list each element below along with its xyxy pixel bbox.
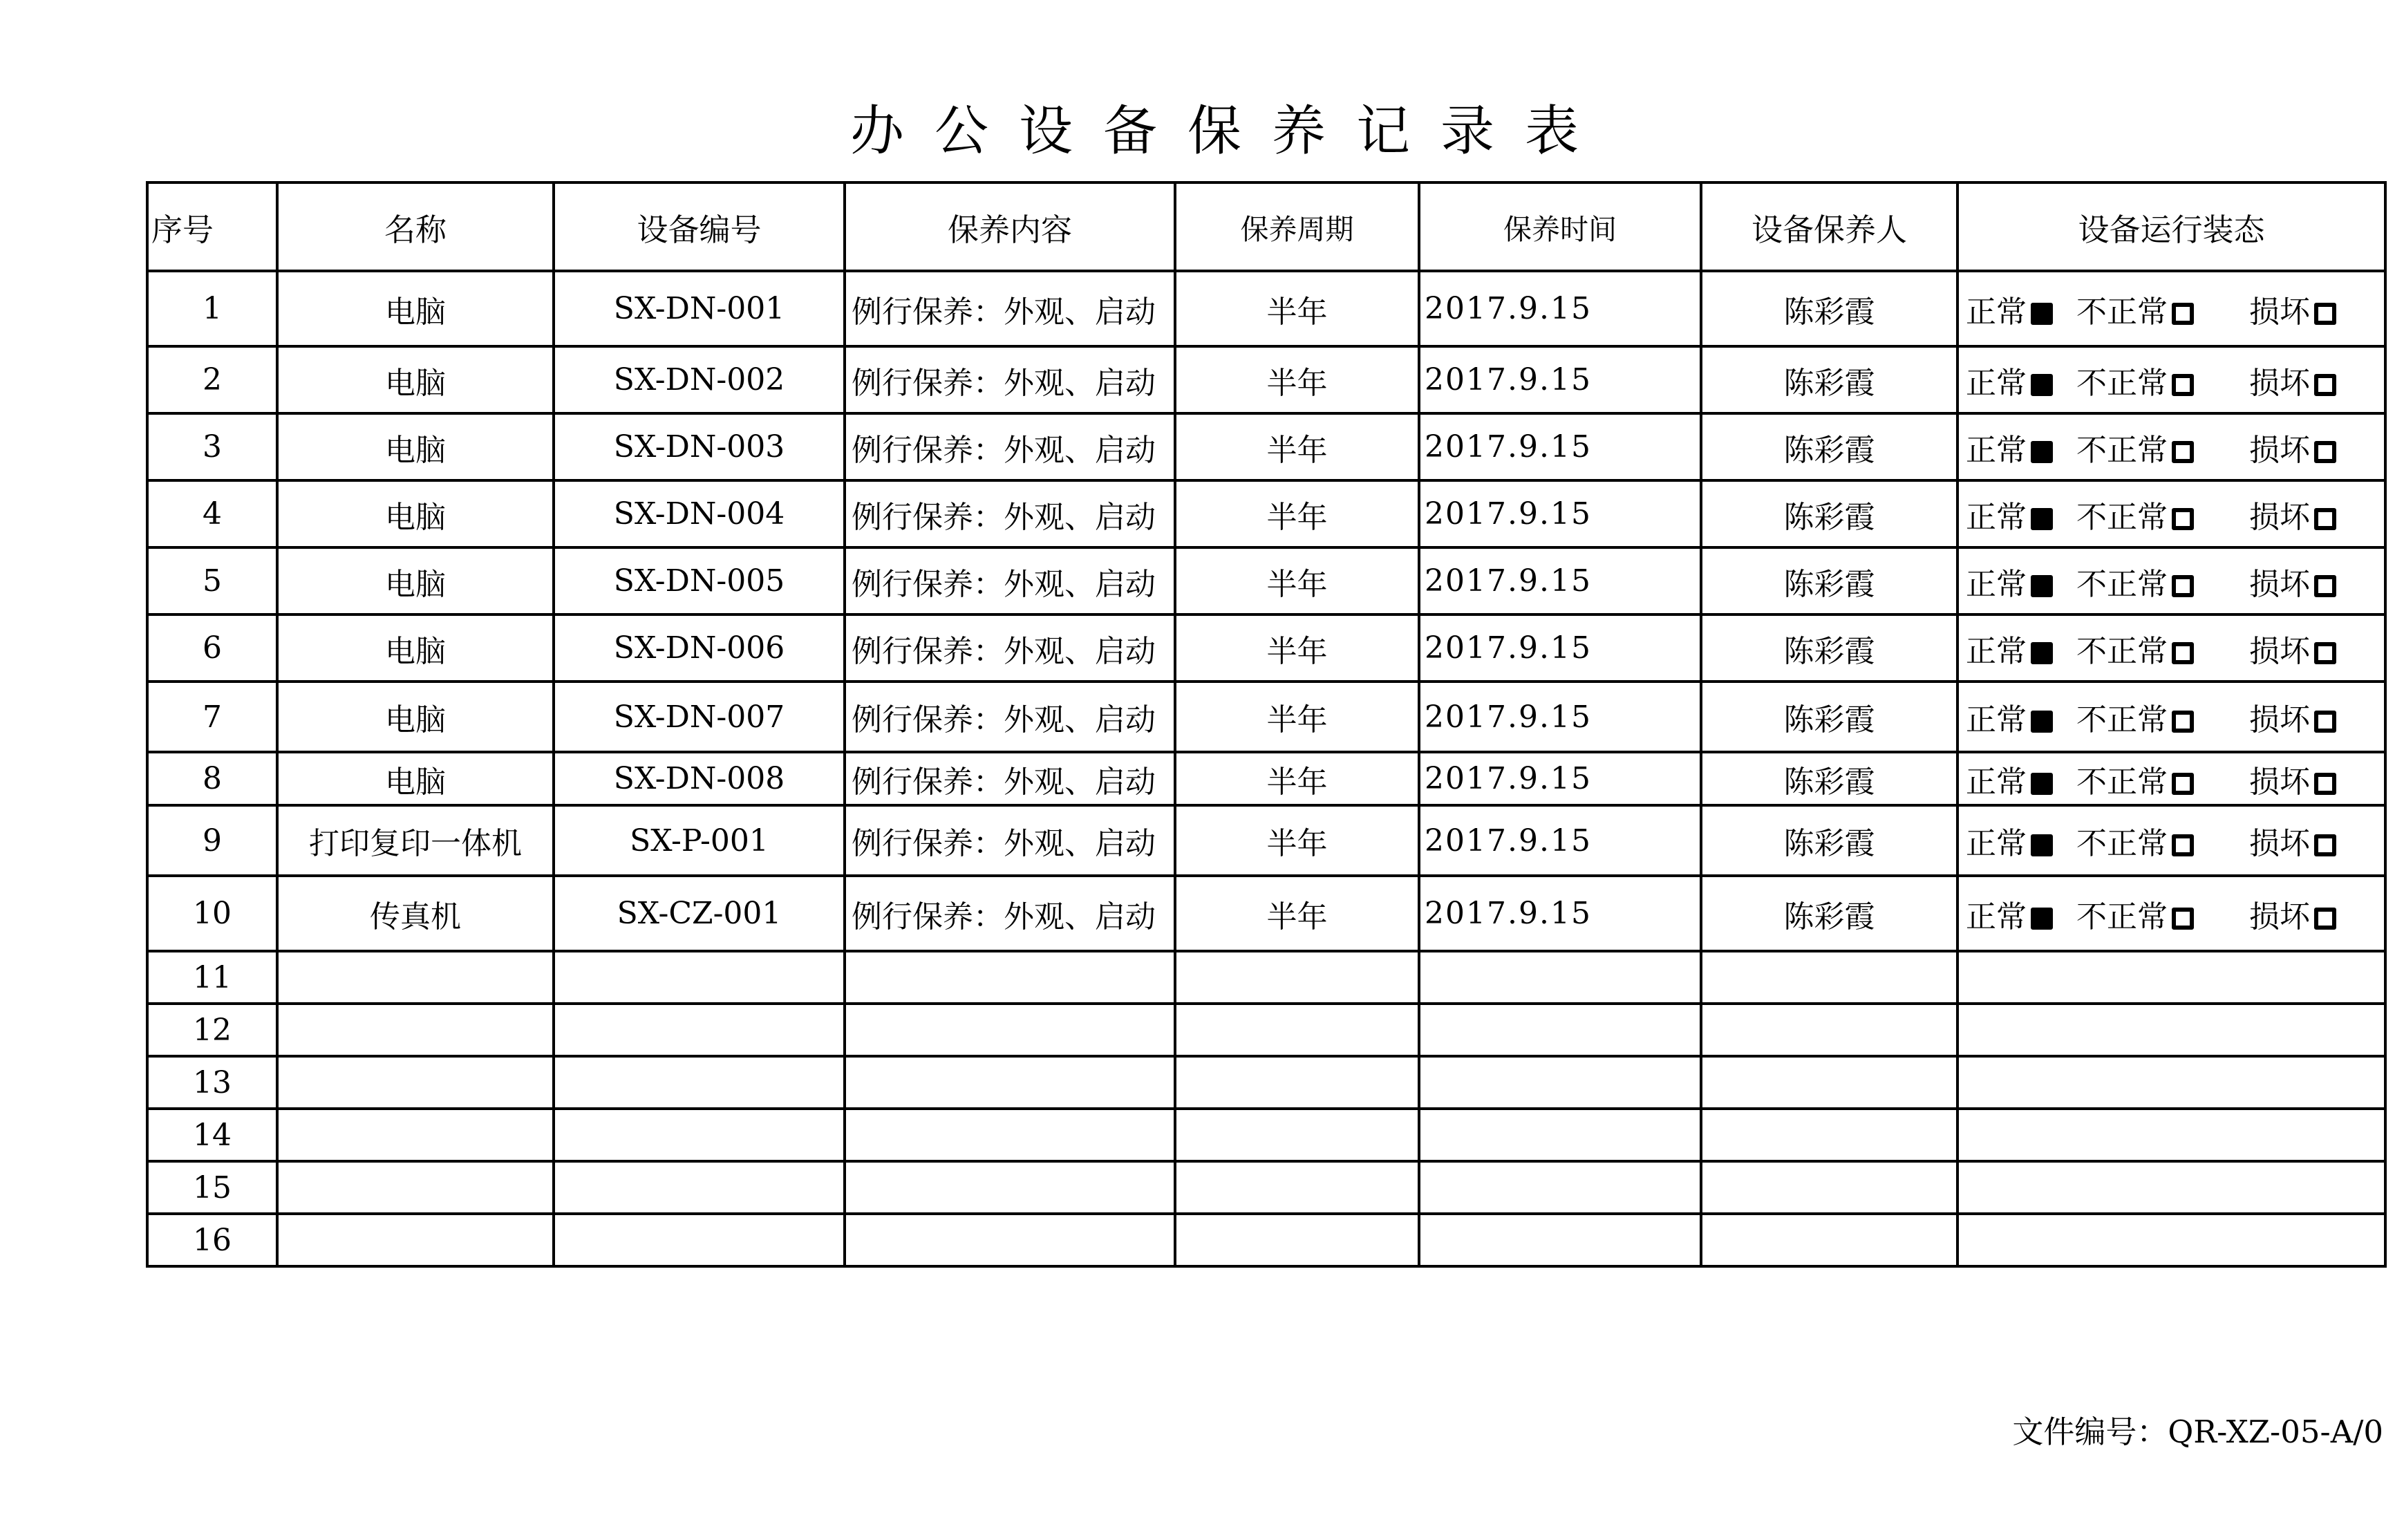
status-option-label: 不正常	[2076, 702, 2168, 738]
header-period: 保养周期	[1175, 182, 1419, 271]
status-option-broken	[2249, 425, 2346, 469]
status-option-label: 正常	[1966, 566, 2027, 602]
checked-checkbox-icon[interactable]	[2031, 441, 2053, 463]
row-content: 例行保养：外观、启动	[845, 271, 1175, 346]
empty-cell	[1175, 1109, 1419, 1161]
status-option-abnormal	[2076, 695, 2249, 739]
status-option-normal	[1966, 492, 2076, 536]
empty-cell	[1419, 1056, 1701, 1109]
table-row	[147, 614, 2385, 682]
empty-cell	[1957, 1056, 2385, 1109]
row-index: 4	[147, 480, 277, 547]
status-option-abnormal	[2076, 358, 2249, 402]
row-name: 电脑	[277, 682, 554, 752]
row-period: 半年	[1175, 346, 1419, 413]
status-option-normal	[1966, 818, 2076, 863]
row-index: 1	[147, 271, 277, 346]
empty-cell	[1957, 1214, 2385, 1266]
row-code: SX-CZ-001	[554, 876, 845, 951]
empty-cell	[1701, 1161, 1957, 1214]
header-status: 设备运行装态	[1957, 182, 2385, 271]
row-index: 10	[147, 876, 277, 951]
row-person: 陈彩霞	[1701, 547, 1957, 614]
status-option-abnormal	[2076, 425, 2249, 469]
status-option-label: 不正常	[2076, 294, 2168, 330]
empty-cell	[845, 1109, 1175, 1161]
status-option-broken	[2249, 287, 2346, 331]
table-row	[147, 413, 2385, 480]
row-time: 2017.9.15	[1419, 480, 1701, 547]
status-option-label: 损坏	[2249, 499, 2310, 535]
table-row	[147, 805, 2385, 876]
status-option-broken	[2249, 818, 2346, 863]
row-code: SX-DN-005	[554, 547, 845, 614]
status-option-label: 正常	[1966, 633, 2027, 669]
empty-cell	[1419, 951, 1701, 1004]
row-time: 2017.9.15	[1419, 682, 1701, 752]
row-time: 2017.9.15	[1419, 805, 1701, 876]
empty-cell	[277, 1161, 554, 1214]
status-option-normal	[1966, 626, 2076, 670]
row-status	[1957, 547, 2385, 614]
row-content: 例行保养：外观、启动	[845, 547, 1175, 614]
unchecked-checkbox-icon[interactable]	[2314, 773, 2336, 795]
unchecked-checkbox-icon[interactable]	[2172, 374, 2194, 396]
empty-cell	[1175, 1004, 1419, 1056]
status-option-label: 损坏	[2249, 294, 2310, 330]
empty-cell	[845, 951, 1175, 1004]
row-status	[1957, 614, 2385, 682]
empty-cell	[1419, 1214, 1701, 1266]
unchecked-checkbox-icon[interactable]	[2314, 575, 2336, 597]
row-period: 半年	[1175, 752, 1419, 805]
status-option-abnormal	[2076, 626, 2249, 670]
row-period: 半年	[1175, 876, 1419, 951]
status-option-label: 损坏	[2249, 702, 2310, 738]
unchecked-checkbox-icon[interactable]	[2172, 908, 2194, 930]
unchecked-checkbox-icon[interactable]	[2314, 374, 2336, 396]
empty-cell	[277, 1214, 554, 1266]
empty-cell	[1701, 1109, 1957, 1161]
empty-cell	[1175, 1214, 1419, 1266]
row-code: SX-DN-003	[554, 413, 845, 480]
empty-cell	[1957, 951, 2385, 1004]
row-status	[1957, 271, 2385, 346]
checked-checkbox-icon[interactable]	[2031, 773, 2053, 795]
checked-checkbox-icon[interactable]	[2031, 374, 2053, 396]
status-option-label: 不正常	[2076, 499, 2168, 535]
status-option-normal	[1966, 757, 2076, 801]
row-index: 16	[147, 1214, 277, 1266]
empty-cell	[277, 1004, 554, 1056]
row-name: 打印复印一体机	[277, 805, 554, 876]
table-row	[147, 682, 2385, 752]
row-name: 传真机	[277, 876, 554, 951]
unchecked-checkbox-icon[interactable]	[2314, 834, 2336, 856]
row-time: 2017.9.15	[1419, 752, 1701, 805]
empty-cell	[845, 1214, 1175, 1266]
status-option-label: 正常	[1966, 294, 2027, 330]
unchecked-checkbox-icon[interactable]	[2314, 908, 2336, 930]
empty-cell	[277, 1109, 554, 1161]
row-index: 5	[147, 547, 277, 614]
file-number: 文件编号：QR-XZ-05-A/0	[2012, 1414, 2383, 1450]
row-period: 半年	[1175, 682, 1419, 752]
status-option-abnormal	[2076, 492, 2249, 536]
row-content: 例行保养：外观、启动	[845, 413, 1175, 480]
row-person: 陈彩霞	[1701, 413, 1957, 480]
row-name: 电脑	[277, 346, 554, 413]
header-name: 名称	[277, 182, 554, 271]
empty-cell	[1175, 1056, 1419, 1109]
status-option-label: 不正常	[2076, 633, 2168, 669]
row-code: SX-DN-001	[554, 271, 845, 346]
unchecked-checkbox-icon[interactable]	[2172, 773, 2194, 795]
row-status	[1957, 752, 2385, 805]
status-option-abnormal	[2076, 559, 2249, 603]
row-index: 15	[147, 1161, 277, 1214]
row-period: 半年	[1175, 413, 1419, 480]
row-time: 2017.9.15	[1419, 271, 1701, 346]
status-option-label: 正常	[1966, 365, 2027, 401]
status-option-broken	[2249, 358, 2346, 402]
header-row	[147, 182, 2385, 271]
table-row-empty	[147, 1109, 2385, 1161]
row-name: 电脑	[277, 547, 554, 614]
row-period: 半年	[1175, 614, 1419, 682]
row-status	[1957, 346, 2385, 413]
row-content: 例行保养：外观、启动	[845, 752, 1175, 805]
row-code: SX-DN-006	[554, 614, 845, 682]
row-index: 3	[147, 413, 277, 480]
status-option-label: 损坏	[2249, 899, 2310, 935]
header-code: 设备编号	[554, 182, 845, 271]
row-time: 2017.9.15	[1419, 346, 1701, 413]
unchecked-checkbox-icon[interactable]	[2314, 642, 2336, 664]
status-option-label: 正常	[1966, 764, 2027, 800]
row-person: 陈彩霞	[1701, 480, 1957, 547]
row-person: 陈彩霞	[1701, 614, 1957, 682]
table-row	[147, 480, 2385, 547]
row-code: SX-P-001	[554, 805, 845, 876]
status-option-broken	[2249, 492, 2346, 536]
status-option-broken	[2249, 559, 2346, 603]
status-option-label: 损坏	[2249, 432, 2310, 468]
empty-cell	[845, 1161, 1175, 1214]
table-row-empty	[147, 1161, 2385, 1214]
empty-cell	[1701, 1056, 1957, 1109]
unchecked-checkbox-icon[interactable]	[2172, 303, 2194, 325]
row-status	[1957, 876, 2385, 951]
row-index: 12	[147, 1004, 277, 1056]
row-period: 半年	[1175, 805, 1419, 876]
status-option-broken	[2249, 757, 2346, 801]
row-time: 2017.9.15	[1419, 614, 1701, 682]
status-option-normal	[1966, 425, 2076, 469]
row-index: 9	[147, 805, 277, 876]
table-row-empty	[147, 1004, 2385, 1056]
status-option-abnormal	[2076, 287, 2249, 331]
row-index: 7	[147, 682, 277, 752]
table-row-empty	[147, 1056, 2385, 1109]
row-name: 电脑	[277, 271, 554, 346]
status-option-label: 损坏	[2249, 764, 2310, 800]
row-name: 电脑	[277, 614, 554, 682]
status-option-label: 不正常	[2076, 899, 2168, 935]
empty-cell	[1957, 1109, 2385, 1161]
row-content: 例行保养：外观、启动	[845, 346, 1175, 413]
table-row	[147, 346, 2385, 413]
status-option-label: 正常	[1966, 826, 2027, 861]
unchecked-checkbox-icon[interactable]	[2172, 642, 2194, 664]
unchecked-checkbox-icon[interactable]	[2314, 303, 2336, 325]
row-name: 电脑	[277, 413, 554, 480]
empty-cell	[1957, 1161, 2385, 1214]
empty-cell	[1419, 1109, 1701, 1161]
row-index: 2	[147, 346, 277, 413]
checked-checkbox-icon[interactable]	[2031, 642, 2053, 664]
unchecked-checkbox-icon[interactable]	[2314, 441, 2336, 463]
status-option-normal	[1966, 892, 2076, 936]
empty-cell	[554, 1214, 845, 1266]
row-content: 例行保养：外观、启动	[845, 682, 1175, 752]
empty-cell	[554, 1161, 845, 1214]
row-status	[1957, 480, 2385, 547]
unchecked-checkbox-icon[interactable]	[2172, 575, 2194, 597]
status-option-abnormal	[2076, 892, 2249, 936]
empty-cell	[1701, 1004, 1957, 1056]
row-index: 14	[147, 1109, 277, 1161]
table-row	[147, 752, 2385, 805]
table-row	[147, 876, 2385, 951]
unchecked-checkbox-icon[interactable]	[2314, 711, 2336, 733]
unchecked-checkbox-icon[interactable]	[2172, 711, 2194, 733]
row-code: SX-DN-008	[554, 752, 845, 805]
row-period: 半年	[1175, 480, 1419, 547]
status-option-normal	[1966, 559, 2076, 603]
maintenance-record-table	[146, 181, 2387, 1268]
checked-checkbox-icon[interactable]	[2031, 303, 2053, 325]
row-person: 陈彩霞	[1701, 682, 1957, 752]
status-option-label: 不正常	[2076, 566, 2168, 602]
row-status	[1957, 682, 2385, 752]
row-time: 2017.9.15	[1419, 413, 1701, 480]
empty-cell	[554, 1004, 845, 1056]
status-option-broken	[2249, 626, 2346, 670]
table-row-empty	[147, 1214, 2385, 1266]
row-index: 13	[147, 1056, 277, 1109]
row-content: 例行保养：外观、启动	[845, 614, 1175, 682]
empty-cell	[554, 1109, 845, 1161]
status-option-label: 正常	[1966, 499, 2027, 535]
unchecked-checkbox-icon[interactable]	[2172, 441, 2194, 463]
status-option-abnormal	[2076, 818, 2249, 863]
table-row	[147, 271, 2385, 346]
empty-cell	[1175, 951, 1419, 1004]
empty-cell	[1957, 1004, 2385, 1056]
checked-checkbox-icon[interactable]	[2031, 711, 2053, 733]
row-content: 例行保养：外观、启动	[845, 480, 1175, 547]
table-body	[147, 271, 2385, 1266]
row-person: 陈彩霞	[1701, 752, 1957, 805]
checked-checkbox-icon[interactable]	[2031, 575, 2053, 597]
status-option-broken	[2249, 892, 2346, 936]
row-index: 8	[147, 752, 277, 805]
row-status	[1957, 805, 2385, 876]
empty-cell	[845, 1004, 1175, 1056]
row-code: SX-DN-002	[554, 346, 845, 413]
checked-checkbox-icon[interactable]	[2031, 834, 2053, 856]
status-option-normal	[1966, 358, 2076, 402]
status-option-label: 损坏	[2249, 633, 2310, 669]
row-person: 陈彩霞	[1701, 271, 1957, 346]
status-option-label: 正常	[1966, 899, 2027, 935]
status-option-label: 不正常	[2076, 432, 2168, 468]
row-content: 例行保养：外观、启动	[845, 805, 1175, 876]
status-option-abnormal	[2076, 757, 2249, 801]
status-option-label: 损坏	[2249, 566, 2310, 602]
row-person: 陈彩霞	[1701, 346, 1957, 413]
empty-cell	[1175, 1161, 1419, 1214]
empty-cell	[1701, 1214, 1957, 1266]
page-title: 办公设备保养记录表	[849, 100, 1609, 162]
empty-cell	[845, 1056, 1175, 1109]
row-person: 陈彩霞	[1701, 805, 1957, 876]
row-index: 6	[147, 614, 277, 682]
row-period: 半年	[1175, 271, 1419, 346]
row-index: 11	[147, 951, 277, 1004]
row-time: 2017.9.15	[1419, 547, 1701, 614]
unchecked-checkbox-icon[interactable]	[2172, 508, 2194, 530]
header-index: 序号	[147, 182, 277, 271]
row-time: 2017.9.15	[1419, 876, 1701, 951]
row-name: 电脑	[277, 480, 554, 547]
status-option-normal	[1966, 695, 2076, 739]
row-code: SX-DN-004	[554, 480, 845, 547]
status-option-label: 不正常	[2076, 365, 2168, 401]
empty-cell	[277, 1056, 554, 1109]
row-person: 陈彩霞	[1701, 876, 1957, 951]
empty-cell	[554, 951, 845, 1004]
table-row	[147, 547, 2385, 614]
unchecked-checkbox-icon[interactable]	[2314, 508, 2336, 530]
empty-cell	[1701, 951, 1957, 1004]
checked-checkbox-icon[interactable]	[2031, 508, 2053, 530]
header-person: 设备保养人	[1701, 182, 1957, 271]
checked-checkbox-icon[interactable]	[2031, 908, 2053, 930]
empty-cell	[277, 951, 554, 1004]
row-period: 半年	[1175, 547, 1419, 614]
table-row-empty	[147, 951, 2385, 1004]
empty-cell	[1419, 1004, 1701, 1056]
status-option-label: 损坏	[2249, 826, 2310, 861]
status-option-label: 损坏	[2249, 365, 2310, 401]
empty-cell	[554, 1056, 845, 1109]
empty-cell	[1419, 1161, 1701, 1214]
status-option-normal	[1966, 287, 2076, 331]
status-option-label: 正常	[1966, 702, 2027, 738]
header-time: 保养时间	[1419, 182, 1701, 271]
status-option-label: 不正常	[2076, 764, 2168, 800]
row-name: 电脑	[277, 752, 554, 805]
status-option-label: 正常	[1966, 432, 2027, 468]
status-option-broken	[2249, 695, 2346, 739]
row-code: SX-DN-007	[554, 682, 845, 752]
header-content: 保养内容	[845, 182, 1175, 271]
unchecked-checkbox-icon[interactable]	[2172, 834, 2194, 856]
row-status	[1957, 413, 2385, 480]
row-content: 例行保养：外观、启动	[845, 876, 1175, 951]
status-option-label: 不正常	[2076, 826, 2168, 861]
